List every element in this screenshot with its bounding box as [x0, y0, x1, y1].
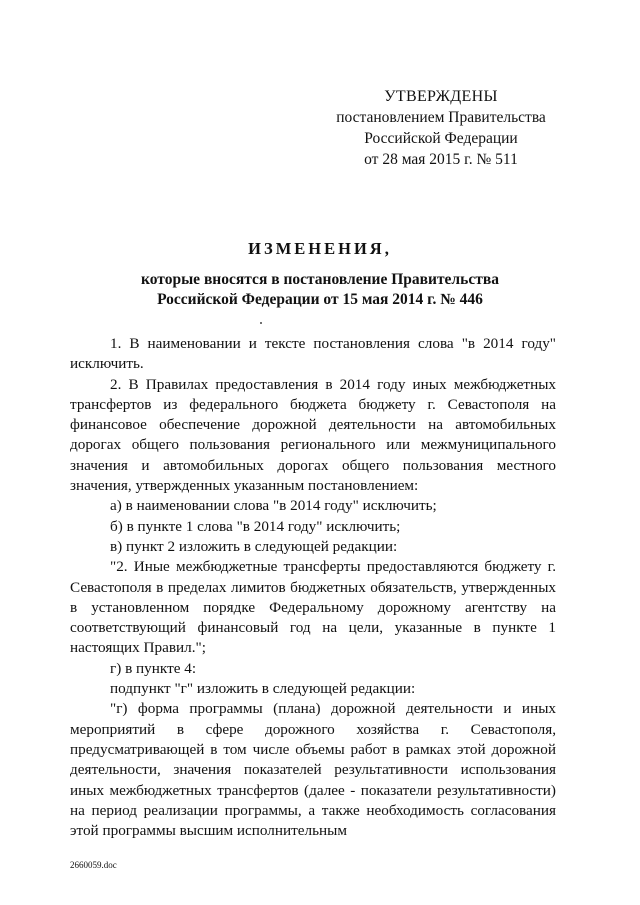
stray-dot	[260, 322, 262, 324]
paragraph-subitem-v: в) пункт 2 изложить в следующей редакции:	[110, 537, 398, 555]
footer-document-code: 2660059.doc	[70, 860, 117, 870]
approval-line-1: постановлением Правительства	[336, 109, 546, 126]
paragraph-item-2: 2. В Правилах предоставления в 2014 году иных межбюджетных трансфертов из федерального бюджета бюджету г. Севастополя на финансовое обеспечение дорожной деятельности на автомобильных дорогах общего пользования регионального или межмуниципального значения и автомобильных дорогах общего пользования местного значения, утвержденных указанным постановлением:	[70, 375, 556, 495]
paragraph-item-1: 1. В наименовании и тексте постановления слова "в 2014 году" исключить.	[70, 335, 556, 373]
approval-line-2: Российской Федерации	[364, 130, 518, 147]
approval-stamp	[336, 86, 546, 170]
paragraph-subitem-b: б) в пункте 1 слова "в 2014 году" исключить;	[110, 517, 401, 535]
document-body	[70, 334, 556, 841]
document-heading	[60, 238, 580, 310]
paragraph-subitem-g: г) в пункте 4:	[110, 659, 197, 677]
paragraph-quoted-subpoint-g: "г) форма программы (плана) дорожной деятельности и иных мероприятий в сфере дорожного хозяйства г. Севастополя, предусматривающей в том числе объемы работ в рамках этой дорожной деятельности, значения показателей результативности использования иных межбюджетных трансфертов (далее - показатели результативности) на период реализации программы, а также необходимость согласования этой программы высшим исполнительным	[70, 700, 556, 840]
paragraph-subpoint-g: подпункт "г" изложить в следующей редакции:	[110, 680, 416, 698]
document-subtitle-line-2: Российской Федерации от 15 мая 2014 г. № 446	[157, 291, 483, 308]
paragraph-quoted-item-2: "2. Иные межбюджетные трансферты предоставляются бюджету г. Севастополя в пределах лимитов бюджетных обязательств, утвержденных в установленном порядке Федеральному дорожному агентству на соответствующий финансовый год на цели, указанные в пункте 1 настоящих Правил.";	[70, 558, 556, 657]
document-title: ИЗМЕНЕНИЯ,	[248, 239, 392, 258]
approval-line-3: от 28 мая 2015 г. № 511	[364, 151, 518, 168]
document-subtitle-line-1: которые вносятся в постановление Правительства	[141, 271, 499, 288]
approved-title: УТВЕРЖДЕНЫ	[384, 88, 498, 105]
paragraph-subitem-a: а) в наименовании слова "в 2014 году" исключить;	[110, 497, 437, 515]
